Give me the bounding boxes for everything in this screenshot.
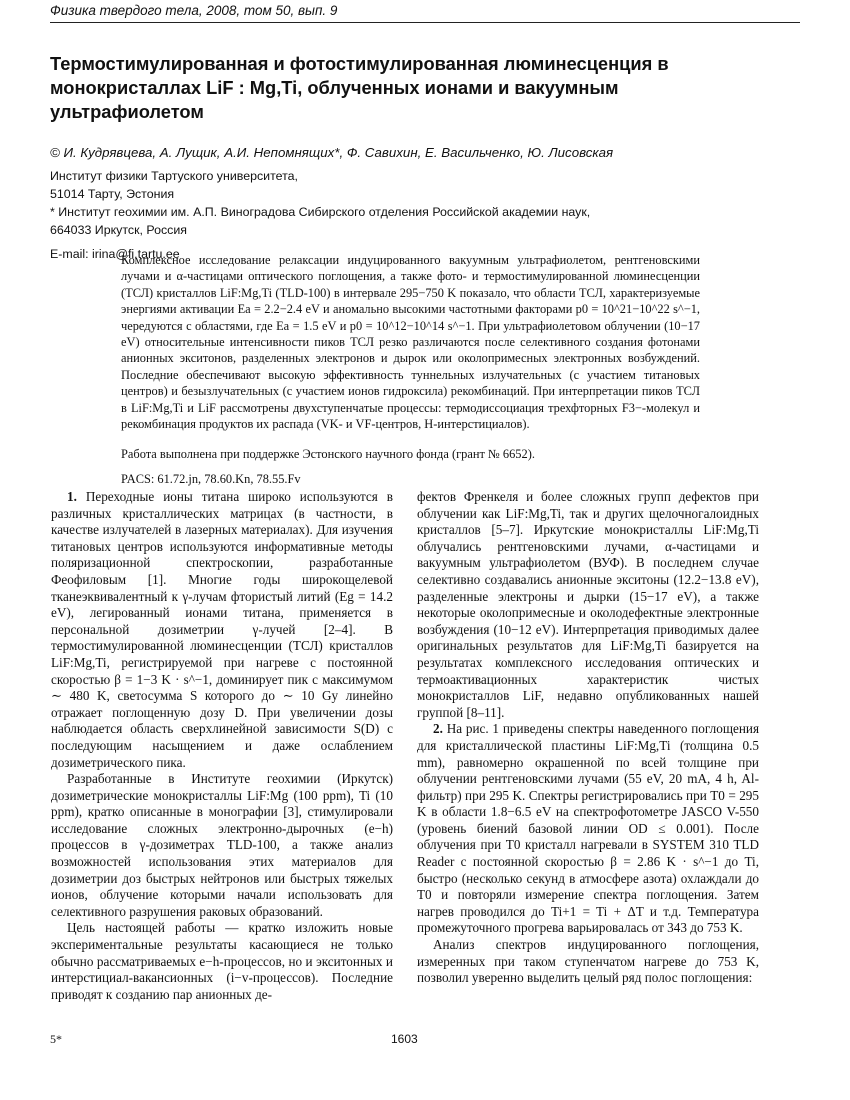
body-paragraph: [51, 920, 393, 1003]
abstract-block: [121, 252, 700, 487]
paragraph-text: На рис. 1 приведены спектры наведенного поглощения для кристаллической пластины LiF:Mg,Ti (толщина 0.5 mm), равномерно окрашенной по всей толщине при облучении рентгеновскими лучами (55 eV, 20 mA, 4 h, Al-фильтр) при 295 K. Спектры регистрировались при T0 = 295 K в области 1.8−6.5 eV на спектрофотометре JASCO V-550 (уровень биений базовой линии OD ≤ 0.001). После облучения при T0 кристалл нагревали в SYSTEM 310 TLD Reader с постоянной скоростью β = 2.86 K · s^−1 до Ti, быстро (несколько секунд в атмосфере азота) охлаждали до T0 и повторяли измерение спектра поглощения. Затем нагрев проводился до Ti+1 = Ti + ΔT и т.д. Температура промежуточного прогрева варьировалась от 343 до 753 K.: [417, 721, 760, 936]
header-rule: [50, 22, 800, 23]
affiliation-line: 664033 Иркутск, Россия: [50, 223, 188, 237]
paragraph-text: Переходные ионы титана широко используются в различных кристаллических матрицах (в частности, в качестве излучателей в лазерных материалах). Для изучения титановых центров используются информативные методы поляризационной спектроскопии, разработанные Феофиловым [1]. Многие годы широкощелевой тканеэквивалентный к γ-лучам фтористый литий (Eg = 14.2 eV), легированный ионами титана, применяется в персональной дозиметрии γ-лучей [2–4]. В термостимулированной люминесценции (ТСЛ) кристаллов LiF:Mg,Ti, регистрируемой при нагреве с постоянной скоростью β = 1−3 K · s^−1, доминирует пик с максимумом ∼ 480 K, светосумма S которого до ∼ 10 Gy линейно отражает поглощенную дозу D. При увеличении дозы наблюдается область сверхлинейной зависимости S(D) с последующим насыщением и даже ослаблением дозиметрического пика.: [51, 489, 394, 770]
body-paragraph: [51, 489, 393, 771]
affiliation-line: Институт физики Тартуского университета,: [50, 169, 298, 183]
paragraph-text: фектов Френкеля и более сложных групп дефектов при облучении как LiF:Mg,Ti, так и других щелочногалоидных кристаллов [5–7]. Иркутские монокристаллы LiF:Mg,Ti облучались рентгеновскими лучами, α-частицами и вакуумным ультрафиолетом (ВУФ). В последнем случае селективно создавались анионные экситоны (12.2−13.8 eV), разделенные электроны и дырки (15−17 eV), а также некоторые околопримесные и околодефектные электронные возбуждения (10−12 eV). Интерпретация приводимых далее оригинальных результатов для LiF:Mg,Ti базируется на результатах комплексного исследования оптических и термоактивационных характеристик чистых монокристаллов LiF, недавно опубликованных нашей группой [8–11].: [417, 489, 759, 720]
running-head: Физика твердого тела, 2008, том 50, вып. 9: [50, 3, 338, 18]
pacs-codes: PACS: 61.72.jn, 78.60.Kn, 78.55.Fv: [121, 472, 301, 487]
affiliation-line: 51014 Тарту, Эстония: [50, 187, 175, 201]
section-number: 2.: [433, 721, 443, 737]
body-column-left: [51, 489, 393, 1003]
signature-mark: 5*: [50, 1032, 62, 1046]
article-title: Термостимулированная и фотостимулированная люминесценция в монокристаллах LiF : Mg,Ti, облученных ионами и вакуумным ультрафиолетом: [50, 53, 669, 122]
section-number: 1.: [67, 489, 77, 504]
paragraph-text: Цель настоящей работы — кратко изложить новые экспериментальные результаты касающиеся не только обычно рассматриваемых e−h-процессов, но и экситонных и интерстициал-вакансионных (i−v-процессов). Последние приводят к созданию пар анионных де-: [51, 920, 393, 1002]
affiliation-line: * Институт геохимии им. А.П. Виноградова Сибирского отделения Российской академии наук,: [50, 205, 591, 219]
body-column-right: [417, 489, 759, 987]
body-paragraph: [417, 489, 759, 721]
page-number: 1603: [391, 1032, 418, 1046]
body-paragraph: [417, 721, 759, 937]
affiliations: [50, 167, 590, 263]
funding-note: Работа выполнена при поддержке Эстонского научного фонда (грант № 6652).: [121, 447, 535, 462]
author-list: © И. Кудрявцева, А. Лущик, А.И. Непомнящих*, Ф. Савихин, Е. Васильченко, Ю. Лисовская: [50, 145, 614, 160]
paragraph-text: Разработанные в Институте геохимии (Иркутск) дозиметрические монокристаллы LiF:Mg (100 ppm), Ti (10 ppm), кратко описанные в монографии [3], стимулировали исследование сложных электронно-дырочных (e−h) процессов в γ-дозиметрах TLD-100, а также анализ возможностей использования этих материалов для дозиметрии доз быстрых нейтронов или быстрых тяжелых ионов, облучение которыми начали использовать для селективного разрушения раковых образований.: [51, 771, 393, 919]
contact-email: E-mail: irina@fi.tartu.ee: [50, 247, 180, 261]
paragraph-text: Анализ спектров индуцированного поглощения, измеренных при таком ступенчатом нагреве до 753 K, позволил уверенно выделить целый ряд полос поглощения:: [417, 937, 759, 986]
abstract: Комплексное исследование релаксации индуцированного вакуумным ультрафиолетом, рентгеновскими лучами и α-частицами оптического поглощения, а также фото- и термостимулированной люминесценции (ТСЛ) кристаллов LiF:Mg,Ti (TLD-100) в интервале 295−750 K показало, что области ТСЛ, характеризуемые энергиями активации Ea = 2.2−2.4 eV и аномально высокими частотными факторами p0 = 10^21−10^22 s^−1, чередуются с областями, где Ea = 1.5 eV и p0 = 10^12−10^14 s^−1. При ультрафиолетовом облучении (10−17 eV) относительные интенсивности пиков ТСЛ резко различаются после селективного создания фотонами анионных экситонов, разделенных электронов и дырок или околопримесных электронных возбуждений. Последние обеспечивают высокую эффективность туннельных излучательных (с участием титановых центров) и безызлучательных (с участием ионов гидроксила) рекомбинаций. При интерпретации пиков ТСЛ в LiF:Mg,Ti и LiF рассмотрены двухступенчатые процессы: термодиссоциация трехфторных F3−-молекул и рекомбинация продуктов их распада (VK- и VF-центров, H-интерстициалов).: [121, 253, 700, 432]
body-paragraph: [51, 771, 393, 920]
body-paragraph: [417, 937, 759, 987]
